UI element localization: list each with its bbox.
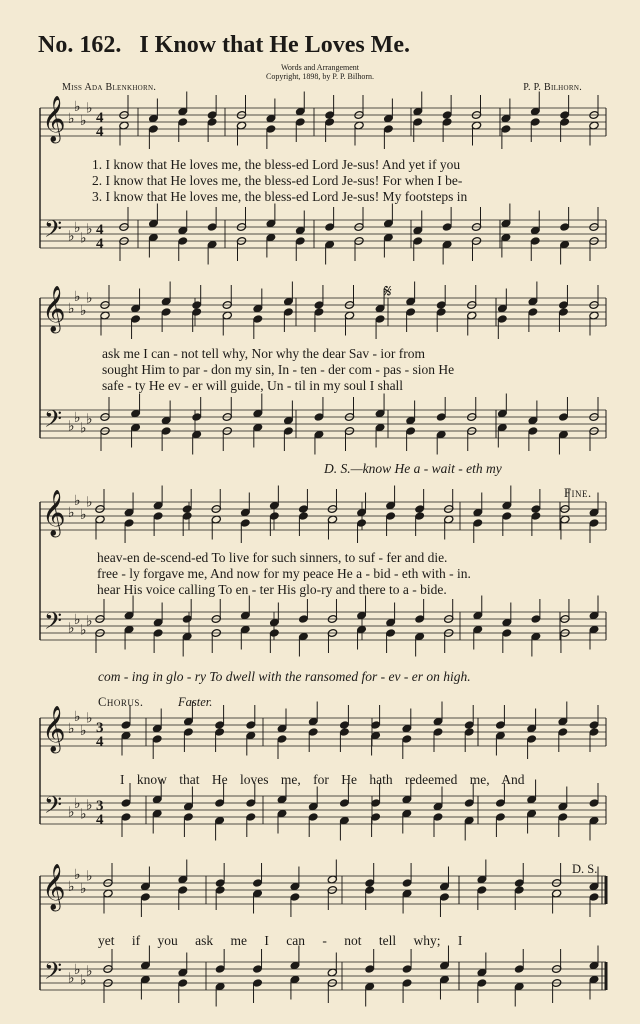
treble-clef-icon: 𝄞 — [42, 286, 66, 332]
flat-sign-icon: ♭ — [68, 418, 75, 435]
treble-clef-icon: 𝄞 — [42, 706, 66, 752]
bass-clef-icon: 𝄢 — [44, 607, 63, 640]
flat-sign-icon: ♭ — [74, 708, 81, 725]
time-signature-top: 4 — [96, 110, 104, 126]
bass-clef-icon: 𝄢 — [44, 791, 63, 824]
segno-sign-icon: 𝄋 — [384, 281, 392, 302]
s3-ds-lyric: com - ing in glo - ry To dwell with the ransomed for - ev - er on high. — [98, 669, 471, 684]
time-signature-bottom: 4 — [96, 812, 104, 828]
ds-label: D. S. — [572, 862, 598, 876]
s1-verse-2: 2. I know that He loves me, the bless-ed Lord Je-sus! For when I be- — [92, 173, 463, 188]
flat-sign-icon: ♭ — [86, 797, 93, 814]
flat-sign-icon: ♭ — [68, 301, 75, 318]
s1-verse-1: 1. I know that He loves me, the bless-ed Lord Je-sus! And yet if you — [92, 157, 461, 172]
flat-sign-icon: ♭ — [68, 111, 75, 128]
flat-sign-icon: ♭ — [80, 880, 87, 897]
chorus-label: Chorus. — [98, 695, 144, 709]
s3-verse-1: heav-en de-scend-ed To live for such sinners, to suf - fer and die. — [97, 550, 448, 565]
time-signature-bottom: 4 — [96, 236, 104, 252]
bass-clef-icon: 𝄢 — [44, 405, 63, 438]
hymn-title: I Know that He Loves Me. — [139, 32, 410, 58]
s3-verse-2: free - ly forgave me, And now for my peace He a - bid - eth with - in. — [97, 566, 471, 581]
flat-sign-icon: ♭ — [80, 112, 87, 129]
flat-sign-icon: ♭ — [74, 288, 81, 305]
s2-ds-lyric: D. S.—know He a - wait - eth my — [324, 461, 502, 476]
credit-line-copyright: Copyright, 1898, by P. P. Bilhorn. — [265, 72, 374, 81]
s2-verse-3: safe - ty He ev - er will guide, Un - til in my soul I shall — [102, 378, 404, 393]
bass-clef-icon: 𝄢 — [44, 957, 63, 990]
s3-verse-3: hear His voice calling To en - ter His glo-ry and there to a - bide. — [97, 582, 447, 597]
flat-sign-icon: ♭ — [80, 622, 87, 639]
chorus-lyric-2: yet if you ask me I can - not tell why; I — [98, 933, 463, 948]
flat-sign-icon: ♭ — [80, 972, 87, 989]
flat-sign-icon: ♭ — [80, 420, 87, 437]
flat-sign-icon: ♭ — [74, 961, 81, 978]
treble-clef-icon: 𝄞 — [42, 490, 66, 536]
flat-sign-icon: ♭ — [68, 804, 75, 821]
flat-sign-icon: ♭ — [86, 100, 93, 117]
flat-sign-icon: ♭ — [68, 879, 75, 896]
time-signature-top: 3 — [96, 798, 104, 814]
flat-sign-icon: ♭ — [80, 722, 87, 739]
flat-sign-icon: ♭ — [74, 492, 81, 509]
time-signature-bottom: 4 — [96, 734, 104, 750]
flat-sign-icon: ♭ — [74, 866, 81, 883]
flat-sign-icon: ♭ — [68, 620, 75, 637]
tempo-marking: Faster. — [178, 695, 213, 709]
treble-clef-icon: 𝄞 — [42, 96, 66, 142]
flat-sign-icon: ♭ — [68, 228, 75, 245]
s2-verse-2: sought Him to par - don my sin, In - ten - der com - pas - sion He — [102, 362, 455, 377]
s2-verse-1: ask me I can - not tell why, Nor why the dear Sav - ior from — [102, 346, 426, 361]
lyricist-name: Miss Ada Blenkhorn. — [62, 82, 157, 93]
flat-sign-icon: ♭ — [86, 290, 93, 307]
composer-name: P. P. Bilhorn. — [523, 82, 582, 93]
treble-clef-icon: 𝄞 — [42, 864, 66, 910]
flat-sign-icon: ♭ — [74, 409, 81, 426]
flat-sign-icon: ♭ — [86, 494, 93, 511]
flat-sign-icon: ♭ — [86, 963, 93, 980]
flat-sign-icon: ♭ — [86, 868, 93, 885]
bass-clef-icon: 𝄢 — [44, 215, 63, 248]
flat-sign-icon: ♭ — [80, 806, 87, 823]
flat-sign-icon: ♭ — [86, 613, 93, 630]
flat-sign-icon: ♭ — [80, 230, 87, 247]
credit-line-words: Words and Arrangement — [281, 63, 359, 72]
flat-sign-icon: ♭ — [80, 506, 87, 523]
flat-sign-icon: ♭ — [68, 970, 75, 987]
flat-sign-icon: ♭ — [74, 219, 81, 236]
time-signature-top: 3 — [96, 720, 104, 736]
flat-sign-icon: ♭ — [86, 411, 93, 428]
chorus-lyric-1: I know that He loves me, for He hath redeemed me, And — [120, 772, 525, 787]
flat-sign-icon: ♭ — [74, 98, 81, 115]
flat-sign-icon: ♭ — [86, 221, 93, 238]
fine-label: Fine. — [564, 486, 592, 500]
flat-sign-icon: ♭ — [86, 710, 93, 727]
flat-sign-icon: ♭ — [74, 611, 81, 628]
hymn-number: No. 162. — [38, 32, 122, 58]
s1-verse-3: 3. I know that He loves me, the bless-ed Lord Je-sus! My footsteps in — [92, 189, 468, 204]
flat-sign-icon: ♭ — [68, 721, 75, 738]
flat-sign-icon: ♭ — [74, 795, 81, 812]
time-signature-top: 4 — [96, 222, 104, 238]
time-signature-bottom: 4 — [96, 124, 104, 140]
flat-sign-icon: ♭ — [68, 505, 75, 522]
flat-sign-icon: ♭ — [80, 302, 87, 319]
